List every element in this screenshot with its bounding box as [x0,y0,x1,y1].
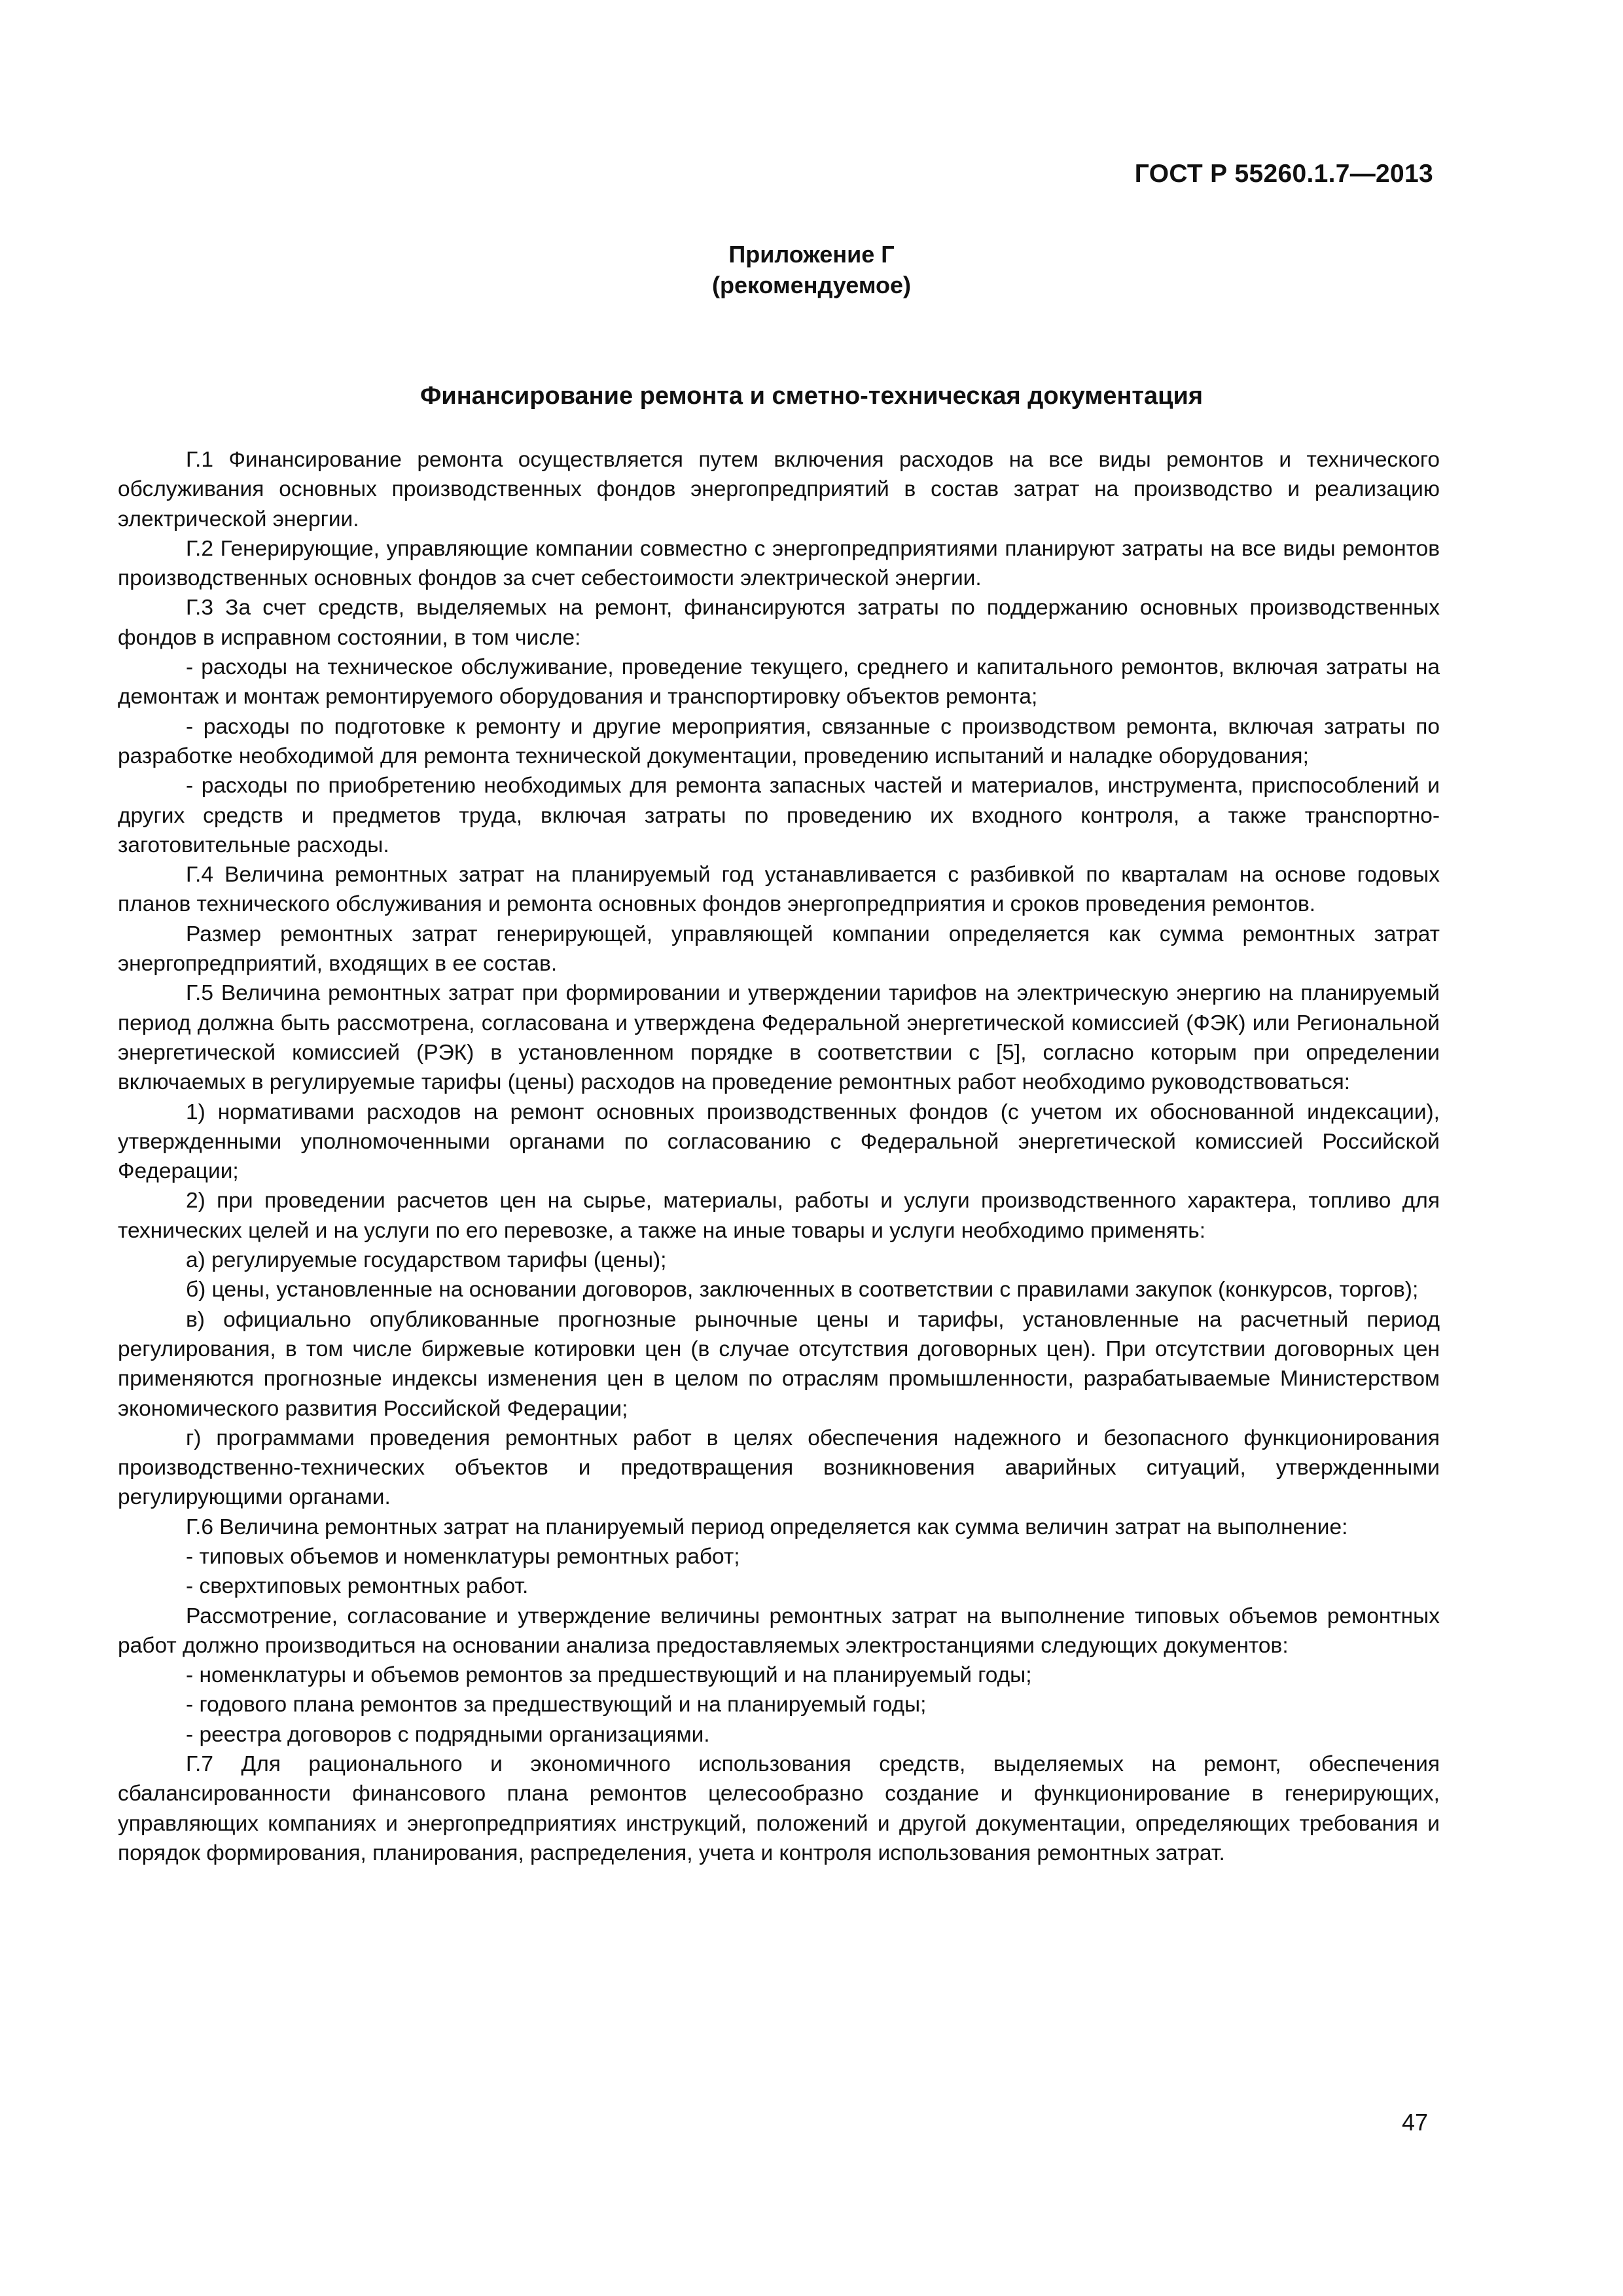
list-item: г) программами проведения ремонтных работ в целях обеспечения надежного и безопасного функционирования производственно-технических объектов и предотвращения возникновения аварийных ситуаций, утвержденными регулирующими органами. [118,1426,1440,1510]
paragraph: Г.5 Величина ремонтных затрат при формировании и утверждении тарифов на электрическую энергию на планируемый период должна быть рассмотрена, согласована и утверждена Федеральной энергетической комиссией (ФЭК) или Региональной энергетической комиссией (РЭК) в установленном порядке в соответствии с [5], согласно которым при определении включаемых в регулируемые тарифы (цены) расходов на проведение ремонтных работ необходимо руководствоваться: [118,981,1440,1095]
list-item: 1) нормативами расходов на ремонт основных производственных фондов (с учетом их обоснованной индексации), утвержденными уполномоченными органами по согласованию с Федеральной энергетической комиссией Российской Федерации; [118,1100,1440,1184]
document-code: ГОСТ Р 55260.1.7—2013 [1134,160,1433,188]
list-item: а) регулируемые государством тарифы (цены); [186,1248,667,1273]
list-item: - типовых объемов и номенклатуры ремонтных работ; [186,1544,740,1569]
list-item: б) цены, установленные на основании договоров, заключенных в соответствии с правилами закупок (конкурсов, торгов); [186,1278,1419,1302]
list-item: - расходы по подготовке к ремонту и другие мероприятия, связанные с производством ремонта, включая затраты по разработке необходимой для ремонта технической документации, проведению испытаний и наладке оборудования; [118,714,1440,768]
list-item: - расходы по приобретению необходимых для ремонта запасных частей и материалов, инструмента, приспособлений и других средств и предметов труда, включая затраты по проведению их входного контроля, а также транспортно-заготовительные расходы. [118,774,1440,857]
paragraph: Г.6 Величина ремонтных затрат на планируемый период определяется как сумма величин затрат на выполнение: [186,1515,1348,1539]
annex-status: (рекомендуемое) [712,272,911,298]
list-item: - номенклатуры и объемов ремонтов за предшествующий и на планируемый годы; [186,1663,1032,1688]
paragraph: Размер ремонтных затрат генерирующей, управляющей компании определяется как сумма ремонтных затрат энергопредприятий, входящих в ее состав. [118,922,1440,977]
page-number: 47 [1401,2109,1428,2136]
annex-title: Приложение Г [728,241,895,268]
paragraph: Г.4 Величина ремонтных затрат на планируемый год устанавливается с разбивкой по кварталам на основе годовых планов технического обслуживания и ремонта основных фондов энергопредприятия и сроков проведения ремонтов. [118,863,1440,917]
paragraph: Г.1 Финансирование ремонта осуществляется путем включения расходов на все виды ремонтов и технического обслуживания основных производственных фондов энергопредприятий в состав затрат на производство и реализацию электрической энергии. [118,448,1440,531]
list-item: - расходы на техническое обслуживание, проведение текущего, среднего и капитального ремонтов, включая затраты на демонтаж и монтаж ремонтируемого оборудования и транспортировку объектов ремонта; [118,655,1440,709]
list-item: в) официально опубликованные прогнозные рыночные цены и тарифы, установленные на расчетный период регулирования, в том числе биржевые котировки цен (в случае отсутствия договорных цен). При отсутствии договорных цен применяются прогнозные индексы изменения цен в целом по отраслям промышленности, разрабатываемые Министерством экономического развития Российской Федерации; [118,1307,1440,1421]
paragraph: Г.7 Для рационального и экономичного использования средств, выделяемых на ремонт, обеспечения сбалансированности финансового плана ремонтов целесообразно создание и функционирование в генерирующих, управляющих компаниях и энергопредприятиях инструкций, положений и другой документации, определяющих требования и порядок формирования, планирования, распределения, учета и контроля использования ремонтных затрат. [118,1752,1440,1865]
paragraph: Рассмотрение, согласование и утверждение величины ремонтных затрат на выполнение типовых объемов ремонтных работ должно производиться на основании анализа предоставляемых электростанциями следующих документов: [118,1604,1440,1658]
annex-heading [0,239,1623,300]
paragraph: Г.3 За счет средств, выделяемых на ремонт, финансируются затраты по поддержанию основных производственных фондов в исправном состоянии, в том числе: [118,596,1440,650]
list-item: - сверхтиповых ремонтных работ. [186,1574,529,1599]
list-item: - реестра договоров с подрядными организациями. [186,1722,710,1747]
section-title: Финансирование ремонта и сметно-техническая документация [419,382,1204,410]
document-body [118,445,1440,1868]
paragraph: Г.2 Генерирующие, управляющие компании совместно с энергопредприятиями планируют затраты на все виды ремонтов производственных основных фондов за счет себестоимости электрической энергии. [118,536,1440,591]
list-item: 2) при проведении расчетов цен на сырье, материалы, работы и услуги производственного характера, топливо для технических целей и на услуги по его перевозке, а также на иные товары и услуги необходимо применять: [118,1189,1440,1243]
list-item: - годового плана ремонтов за предшествующий и на планируемый годы; [186,1693,927,1717]
